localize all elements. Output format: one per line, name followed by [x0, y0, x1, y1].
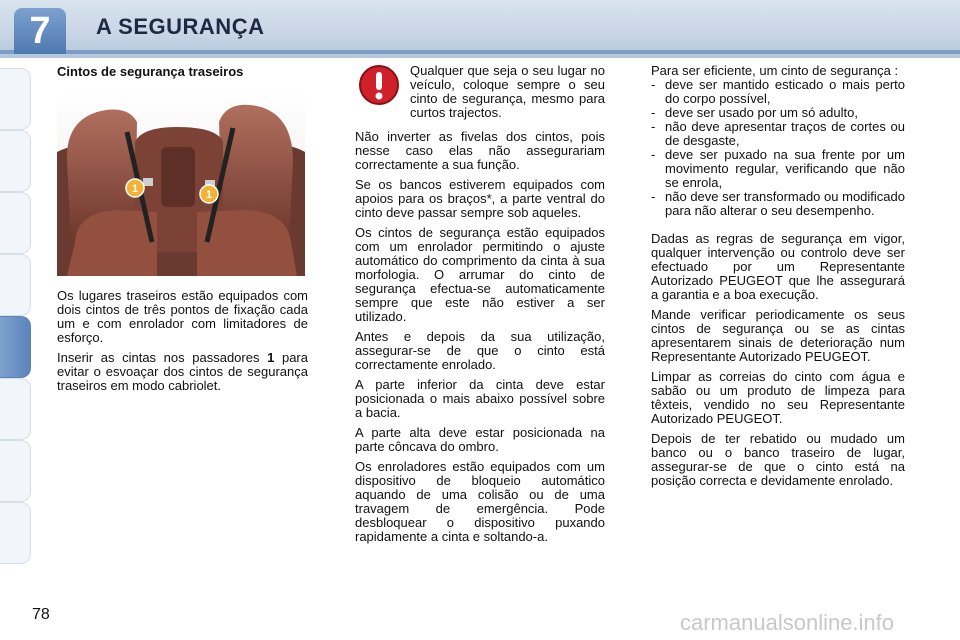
left-p2-text-b: para evitar o esvoaçar dos cintos de segurança traseiros em modo cabriolet. — [57, 350, 308, 393]
middle-paragraph: Se os bancos estiverem equipados com apoios para os braços*, a parte ventral do cinto deve passar sempre sob aqueles. — [355, 177, 605, 220]
middle-paragraph: A parte inferior da cinta deve estar posicionada o mais abaixo possível sobre a bacia. — [355, 377, 605, 420]
left-p2-text-a: Inserir as cintas nos passadores — [57, 350, 268, 365]
callout-label-1-right: 1 — [205, 189, 213, 201]
chapter-number-badge: 7 — [14, 8, 66, 54]
watermark: carmanualsonline.info — [680, 610, 895, 635]
side-tab-8[interactable] — [0, 502, 31, 564]
middle-paragraph: A parte alta deve estar posicionada na parte côncava do ombro. — [355, 425, 605, 454]
belt-requirements-list — [651, 78, 905, 218]
list-item: - deve ser puxado na sua frente por um movimento regular, verificando que não se enrola, — [651, 148, 905, 190]
page-number: 78 — [32, 606, 50, 623]
right-intro: Para ser eficiente, um cinto de segurança : — [651, 63, 899, 78]
rear-seats-photo — [57, 92, 305, 276]
callout-label-1-left: 1 — [131, 183, 139, 195]
right-column-text — [651, 64, 905, 494]
side-tab-6[interactable] — [0, 378, 31, 440]
middle-paragraph: Antes e depois da sua utilização, assegurar-se de que o cinto está correctamente enrolado. — [355, 329, 605, 372]
right-paragraph: Mande verificar periodicamente os seus cintos de segurança ou se as cintas apresentarem sinais de deterioração num Representante Autorizado PEUGEOT. — [651, 307, 905, 364]
side-tab-2[interactable] — [0, 130, 31, 192]
left-paragraph-2 — [57, 351, 308, 393]
page-title: A SEGURANÇA — [96, 14, 265, 39]
warning-text — [410, 64, 605, 126]
middle-column-text — [355, 130, 605, 550]
side-tab-active[interactable] — [0, 316, 31, 378]
list-item: - deve ser usado por um só adulto, — [651, 106, 905, 120]
left-p2-bold-ref: 1 — [267, 350, 275, 365]
warning-exclamation-icon — [358, 64, 400, 106]
section-title: Cintos de segurança traseiros — [57, 64, 244, 79]
page-header — [0, 0, 960, 58]
chapter-side-tabs — [0, 58, 34, 578]
list-item: - não deve apresentar traços de cortes ou de desgaste, — [651, 120, 905, 148]
side-tab-4[interactable] — [0, 254, 31, 316]
left-paragraph-1: Os lugares traseiros estão equipados com dois cintos de três pontos de fixação cada um e com enrolador com limitadores de esforço. — [57, 288, 308, 345]
list-item: - não deve ser transformado ou modificado para não alterar o seu desempenho. — [651, 190, 905, 218]
side-tab-1[interactable] — [0, 68, 31, 130]
right-paragraph: Limpar as correias do cinto com água e sabão ou um produto de limpeza para têxteis, vendido no seu Representante Autorizado PEUGEOT. — [651, 369, 905, 426]
side-tab-7[interactable] — [0, 440, 31, 502]
side-tab-3[interactable] — [0, 192, 31, 254]
right-paragraph: Dadas as regras de segurança em vigor, qualquer intervenção ou controlo deve ser efectuado por um Representante Autorizado PEUGEOT que lhe assegurará a garantia e a boa execução. — [651, 231, 905, 302]
middle-paragraph: Não inverter as fivelas dos cintos, pois nesse caso elas não assegurariam correctamente a sua função. — [355, 129, 605, 172]
middle-paragraph: Os enroladores estão equipados com um dispositivo de bloqueio automático aquando de uma colisão ou de uma travagem de emergência. Pode desbloquear o dispositivo puxando rapidamente a cinta e soltando-a. — [355, 459, 605, 544]
middle-paragraph: Os cintos de segurança estão equipados com um enrolador permitindo o ajuste automático do comprimento da cinta à sua morfologia. O arrumar do cinto de segurança efectua-se automaticamente sempre que este não estiver a ser utilizado. — [355, 225, 605, 324]
right-paragraph: Depois de ter rebatido ou mudado um banco ou o banco traseiro de lugar, assegurar-se de que o cinto está na posição correcta e devidamente enrolado. — [651, 431, 905, 488]
left-column-text — [57, 289, 308, 399]
header-underline — [0, 50, 960, 54]
warning-paragraph: Qualquer que seja o seu lugar no veículo, coloque sempre o seu cinto de segurança, mesmo para curtos trajectos. — [410, 63, 605, 120]
list-item: - deve ser mantido esticado o mais perto do corpo possível, — [651, 78, 905, 106]
